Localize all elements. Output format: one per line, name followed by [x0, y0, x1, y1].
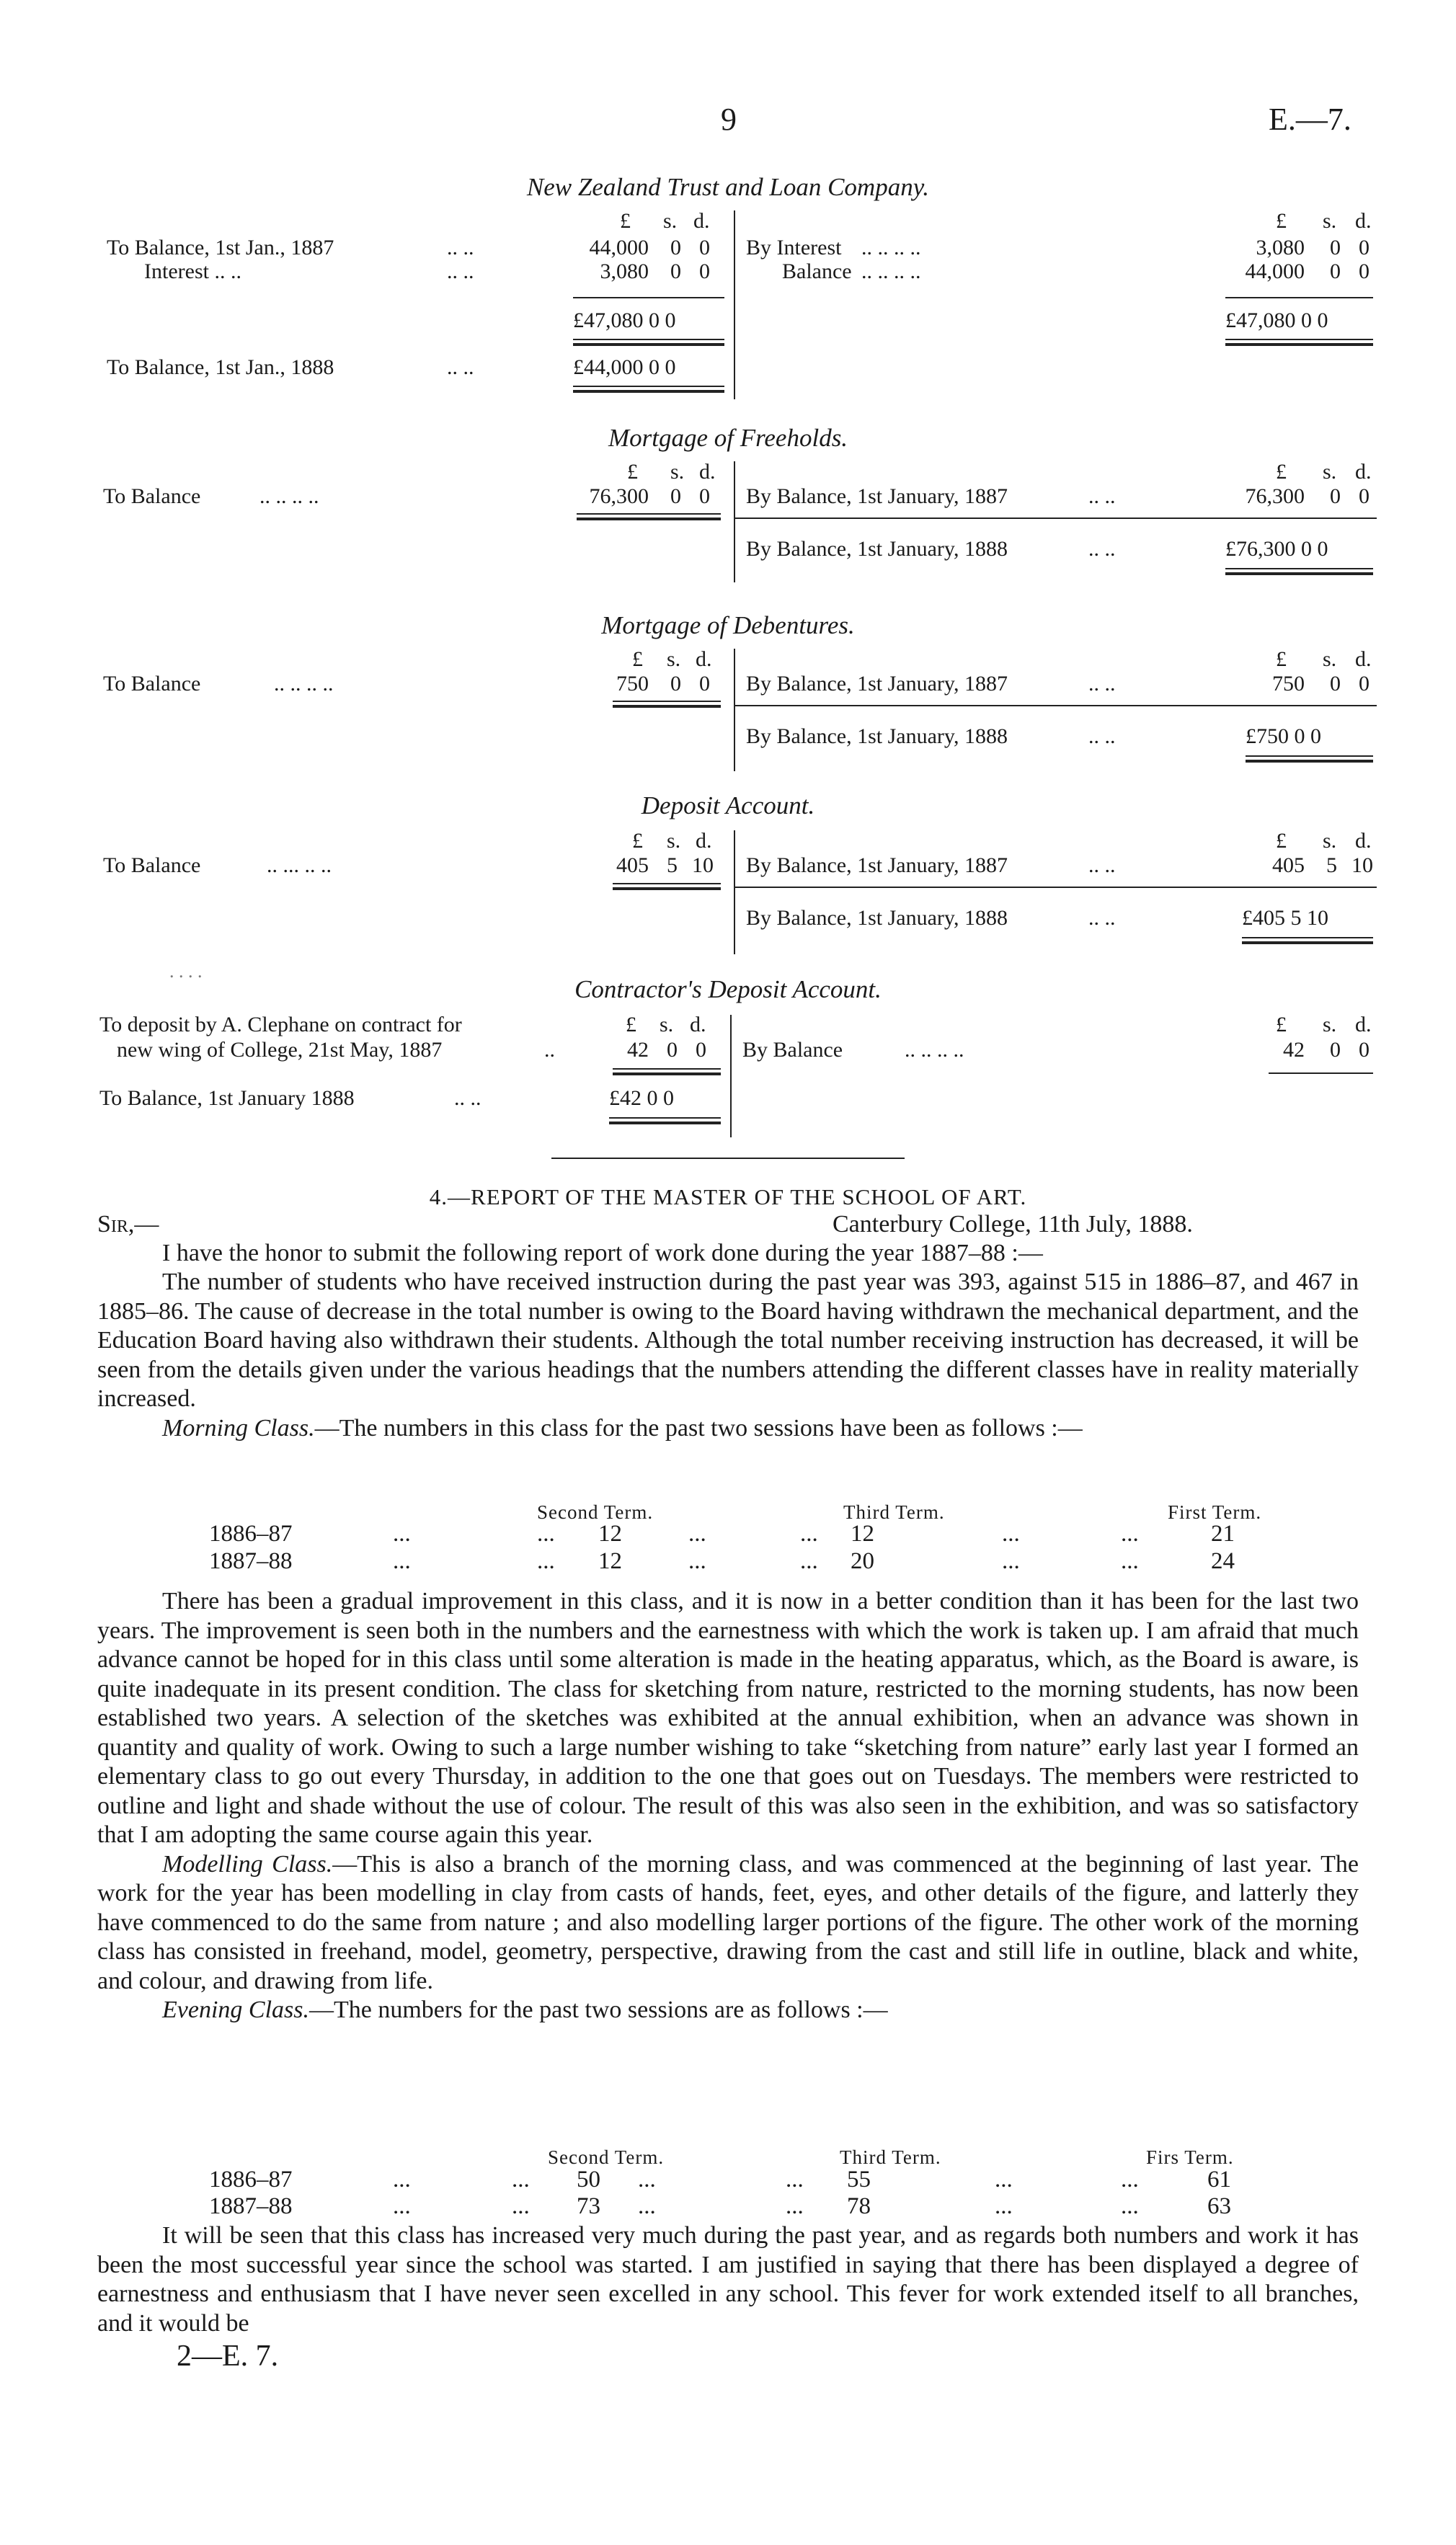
currency-pounds-header: £: [620, 209, 631, 233]
debit-label: To Balance: [103, 484, 201, 508]
credit-shillings: 0: [1330, 236, 1341, 259]
sum-rule: [573, 297, 724, 298]
currency-shillings-header: s.: [670, 460, 685, 484]
report-heading: 4.—REPORT OF THE MASTER OF THE SCHOOL OF ART.: [429, 1184, 1027, 1209]
debit-pence: 0: [699, 236, 710, 259]
debit-shillings: 5: [667, 853, 678, 877]
dot-leader: .. ..: [447, 355, 474, 379]
dot-leader: ...: [537, 1521, 555, 1547]
credit-shillings: 5: [1326, 853, 1337, 877]
dot-leader: .. .. .. ..: [861, 259, 921, 283]
double-rule: [1246, 755, 1373, 763]
modelling-class-text: —This is also a branch of the morning class, and was commenced at the beginning of last year. The work for the year has been modelling in clay from casts of hands, feet, eyes, and other details of the figure, and latterly they have commenced to do the same from nature ; and also modelling larger portions of the figure. The other work of the morning class has consisted in freehand, model, geometry, perspective, drawing from the cast and still life in outline, black and white, and colour, and drawing from life.: [97, 1850, 1359, 1994]
currency-pence-header: d.: [693, 209, 710, 233]
section-separator: [551, 1158, 905, 1159]
debit-pounds: 76,300: [589, 484, 649, 508]
currency-shillings-header: s.: [660, 1013, 674, 1036]
double-rule: [577, 513, 721, 520]
debit-pence: 0: [696, 1038, 706, 1062]
paragraph: [97, 1268, 1359, 1443]
dot-leader: ...: [1121, 2193, 1139, 2219]
paragraph-morning-improvement: There has been a gradual improvement in this class, and it is now in a better condition than it has been for the last two years. The improvement is seen both in the numbers and the earnestness with which the work is taken up. I am afraid that much advance cannot be hoped for in this class until some alteration is made in the heating apparatus, which, as the Board is aware, is quite inadequate in its present condition. The class for sketching from nature, restricted to the morning students, has now been established two years. A selection of the sketches was exhibited at the annual exhibition, when an advance was shown in quantity and quality of work. Owing to such a large number wishing to take “sketching from nature” early last year I formed an elementary class to go out every Thursday, in addition to the one that goes out on Tuesdays. The members were restricted to outline and light and shade without the use of colour. The result of this was also seen in the exhibition, and was so satisfactory that I am adopting the same course again this year.: [97, 1588, 1359, 1848]
table-header: Firs Term.: [1146, 2146, 1234, 2168]
debit-label: To Balance: [103, 853, 201, 877]
currency-pounds-header: £: [627, 460, 638, 484]
credit-shillings: 0: [1330, 672, 1341, 696]
sum-rule: [1225, 297, 1373, 298]
debit-pence: 0: [699, 259, 710, 283]
debit-pounds: 3,080: [600, 259, 649, 283]
currency-shillings-header: s.: [667, 829, 681, 853]
morning-class-text: —The numbers in this class for the past two sessions have been as follows :—: [314, 1414, 1083, 1442]
dot-leader: .. .. .. ..: [259, 484, 319, 508]
debit-total: £47,080 0 0: [573, 308, 676, 332]
double-rule: [573, 339, 724, 346]
table-year: 1887–88: [209, 1548, 293, 1574]
credit-pounds: 750: [1272, 672, 1305, 696]
table-header: First Term.: [1168, 1501, 1262, 1523]
debit-pence: 0: [699, 484, 710, 508]
sum-rule: [735, 887, 1377, 888]
paragraph: [97, 1587, 1359, 2025]
double-rule: [613, 883, 721, 890]
debit-pounds: 42: [627, 1038, 649, 1062]
credit-pounds: 405: [1272, 853, 1305, 877]
signature-mark: 2—E. 7.: [177, 2340, 279, 2373]
sum-rule: [735, 518, 1377, 519]
credit-carry-label: By Balance, 1st January, 1888: [746, 724, 1008, 748]
credit-carry-amount: £405 5 10: [1242, 906, 1328, 930]
currency-pence-header: d.: [1355, 209, 1372, 233]
sum-rule: [735, 705, 1377, 706]
currency-pounds-header: £: [1276, 1013, 1287, 1036]
credit-pence: 0: [1359, 236, 1370, 259]
table-header: Second Term.: [537, 1501, 654, 1523]
credit-label: By Balance, 1st January, 1887: [746, 853, 1008, 877]
debit-carry-label: To Balance, 1st January 1888: [99, 1086, 355, 1110]
debit-shillings: 0: [670, 236, 681, 259]
page-number: 9: [721, 102, 737, 137]
paragraph-evening-success: It will be seen that this class has increased very much during the past year, and as regards both numbers and work it has been the most successful year since the school was started. I am justified in saying that there has been displayed a degree of earnestness and enthusiasm that I have never seen excelled in any school. This fever for work extended itself to all branches, and it would be: [97, 2222, 1359, 2337]
debit-shillings: 0: [667, 1038, 678, 1062]
credit-pence: 0: [1359, 484, 1370, 508]
dot-leader: ...: [638, 2193, 656, 2219]
dot-leader: ...: [800, 1548, 818, 1574]
debit-label: new wing of College, 21st May, 1887: [117, 1038, 443, 1062]
credit-carry-label: By Balance, 1st January, 1888: [746, 537, 1008, 561]
dot-leader: .. ..: [454, 1086, 481, 1110]
salutation: Sir,—: [97, 1211, 159, 1238]
debit-pence: 10: [692, 853, 714, 877]
table-header: Third Term.: [840, 2146, 941, 2168]
dot-leader: ...: [512, 2167, 530, 2193]
dot-leader: ...: [1121, 1521, 1139, 1547]
currency-shillings-header: s.: [1323, 460, 1337, 484]
evening-class-text: —The numbers for the past two sessions are as follows :—: [308, 1997, 888, 2023]
currency-pence-header: d.: [690, 1013, 706, 1036]
table-cell: 63: [1207, 2193, 1231, 2219]
double-rule: [1225, 568, 1373, 575]
currency-pounds-header: £: [632, 829, 643, 853]
credit-pence: 10: [1351, 853, 1373, 877]
ledger-divider: [734, 461, 735, 582]
account-title: Mortgage of Debentures.: [601, 611, 855, 639]
currency-shillings-header: s.: [1323, 829, 1337, 853]
account-title: New Zealand Trust and Loan Company.: [526, 173, 930, 201]
credit-carry-amount: £750 0 0: [1246, 724, 1321, 748]
dot-leader: .. ..: [1088, 724, 1116, 748]
dot-leader: ...: [638, 2167, 656, 2193]
dot-leader: ...: [995, 2193, 1013, 2219]
morning-class-intro: [97, 1414, 1359, 1444]
dot-leader: ...: [393, 2193, 411, 2219]
account-title: Contractor's Deposit Account.: [574, 975, 882, 1003]
dot-leader: ...: [1002, 1521, 1020, 1547]
dot-leader: ...: [1121, 1548, 1139, 1574]
table-cell: 55: [847, 2167, 871, 2193]
double-rule: [609, 1117, 721, 1124]
page-reference: E.—7.: [1269, 102, 1351, 137]
double-rule: [573, 386, 724, 393]
sum-rule: [1269, 1072, 1373, 1074]
credit-shillings: 0: [1330, 1038, 1341, 1062]
dot-leader: ...: [800, 1521, 818, 1547]
modelling-class-lead: Modelling Class.: [162, 1850, 333, 1878]
credit-label: By Interest: [746, 236, 842, 259]
ledger-divider: [734, 830, 735, 954]
paragraph: [97, 2221, 1359, 2338]
dot-leader: ..: [544, 1038, 555, 1062]
currency-pounds-header: £: [632, 647, 643, 671]
debit-shillings: 0: [670, 484, 681, 508]
credit-pence: 0: [1359, 672, 1370, 696]
currency-pounds-header: £: [1276, 460, 1287, 484]
credit-total: £47,080 0 0: [1225, 308, 1328, 332]
debit-label: To Balance, 1st Jan., 1887: [107, 236, 334, 259]
debit-label: Interest .. ..: [144, 259, 241, 283]
credit-label: By Balance, 1st January, 1887: [746, 484, 1008, 508]
table-year: 1886–87: [209, 1521, 293, 1547]
debit-carry-amount: £42 0 0: [609, 1086, 674, 1110]
double-rule: [613, 701, 721, 708]
debit-carry-label: To Balance, 1st Jan., 1888: [107, 355, 334, 379]
dot-leader: .. .. .. ..: [905, 1038, 964, 1062]
currency-shillings-header: s.: [1323, 209, 1337, 233]
dot-leader: ...: [688, 1548, 706, 1574]
currency-shillings-header: s.: [1323, 647, 1337, 671]
table-year: 1886–87: [209, 2167, 293, 2193]
debit-pence: 0: [699, 672, 710, 696]
dot-leader: ...: [786, 2193, 804, 2219]
credit-shillings: 0: [1330, 259, 1341, 283]
dot-leader: .. ..: [1088, 484, 1116, 508]
dot-leader: ...: [393, 2167, 411, 2193]
intro-line: I have the honor to submit the following report of work done during the year 1887–88 :—: [162, 1240, 1043, 1266]
dot-leader: ...: [688, 1521, 706, 1547]
currency-pounds-header: £: [1276, 209, 1287, 233]
dot-leader: .. ..: [1088, 853, 1116, 877]
table-header: Third Term.: [843, 1501, 945, 1523]
credit-pounds: 42: [1283, 1038, 1305, 1062]
dot-leader: .. ... .. ..: [267, 853, 332, 877]
currency-pence-header: d.: [1355, 647, 1372, 671]
faint-marks: . . . .: [169, 961, 203, 982]
dot-leader: ...: [1002, 1548, 1020, 1574]
dot-leader: .. ..: [447, 259, 474, 283]
account-title: Mortgage of Freeholds.: [608, 424, 848, 452]
credit-label: By Balance: [742, 1038, 843, 1062]
paragraph-students: The number of students who have received instruction during the past year was 393, against 515 in 1886–87, and 467 in 1885–86. The cause of decrease in the total number is owing to the Board having withdrawn the mechanical department, and the Education Board having also withdrawn their students. Although the total number receiving instruction has decreased, it will be seen from the details given under the various headings that the numbers attending the different classes have in reality materially increased.: [97, 1269, 1359, 1412]
currency-pence-header: d.: [696, 829, 712, 853]
credit-carry-label: By Balance, 1st January, 1888: [746, 906, 1008, 930]
credit-pounds: 3,080: [1256, 236, 1305, 259]
account-title: Deposit Account.: [641, 791, 815, 820]
currency-pounds-header: £: [626, 1013, 636, 1036]
table-header: Second Term.: [548, 2146, 665, 2168]
dot-leader: ...: [512, 2193, 530, 2219]
dot-leader: .. ..: [447, 236, 474, 259]
credit-pounds: 44,000: [1245, 259, 1305, 283]
credit-pence: 0: [1359, 259, 1370, 283]
ledger-divider: [730, 1015, 732, 1137]
debit-shillings: 0: [670, 259, 681, 283]
debit-pounds: 750: [616, 672, 649, 696]
currency-pence-header: d.: [696, 647, 712, 671]
debit-shillings: 0: [670, 672, 681, 696]
double-rule: [1225, 339, 1373, 346]
debit-label: To deposit by A. Clephane on contract for: [99, 1013, 462, 1036]
credit-pence: 0: [1359, 1038, 1370, 1062]
debit-label: To Balance: [103, 672, 201, 696]
dot-leader: .. .. .. ..: [861, 236, 921, 259]
dot-leader: .. ..: [1088, 906, 1116, 930]
currency-shillings-header: s.: [663, 209, 678, 233]
table-cell: 12: [598, 1548, 622, 1574]
dot-leader: ...: [393, 1521, 411, 1547]
dot-leader: ...: [786, 2167, 804, 2193]
currency-pence-header: d.: [699, 460, 716, 484]
ledger-divider: [734, 210, 735, 399]
dot-leader: ...: [393, 1548, 411, 1574]
currency-pence-header: d.: [1355, 829, 1372, 853]
double-rule: [613, 1068, 721, 1075]
table-cell: 24: [1211, 1548, 1235, 1574]
credit-pounds: 76,300: [1245, 484, 1305, 508]
morning-class-lead: Morning Class.: [162, 1414, 315, 1442]
ledger-divider: [734, 649, 735, 771]
dot-leader: .. ..: [1088, 672, 1116, 696]
credit-carry-amount: £76,300 0 0: [1225, 537, 1328, 561]
currency-pounds-header: £: [1276, 647, 1287, 671]
table-cell: 21: [1211, 1521, 1235, 1547]
dot-leader: ...: [1121, 2167, 1139, 2193]
debit-carry-amount: £44,000 0 0: [573, 355, 676, 379]
table-cell: 20: [851, 1548, 874, 1574]
currency-pence-header: d.: [1355, 1013, 1372, 1036]
table-cell: 12: [851, 1521, 874, 1547]
currency-shillings-header: s.: [1323, 1013, 1337, 1036]
currency-shillings-header: s.: [667, 647, 681, 671]
dot-leader: ...: [995, 2167, 1013, 2193]
debit-pounds: 405: [616, 853, 649, 877]
table-cell: 12: [598, 1521, 622, 1547]
table-cell: 73: [577, 2193, 600, 2219]
table-cell: 78: [847, 2193, 871, 2219]
place-date: Canterbury College, 11th July, 1888.: [833, 1211, 1193, 1238]
table-year: 1887–88: [209, 2193, 293, 2219]
double-rule: [1242, 937, 1373, 944]
dot-leader: ...: [537, 1548, 555, 1574]
evening-class-intro: [97, 1996, 1359, 2025]
credit-shillings: 0: [1330, 484, 1341, 508]
currency-pounds-header: £: [1276, 829, 1287, 853]
modelling-class-paragraph: [97, 1850, 1359, 1997]
evening-class-lead: Evening Class.: [162, 1997, 309, 2023]
credit-label: Balance: [782, 259, 852, 283]
dot-leader: .. .. .. ..: [274, 672, 334, 696]
dot-leader: .. ..: [1088, 537, 1116, 561]
debit-pounds: 44,000: [589, 236, 649, 259]
credit-label: By Balance, 1st January, 1887: [746, 672, 1008, 696]
currency-pence-header: d.: [1355, 460, 1372, 484]
table-cell: 50: [577, 2167, 600, 2193]
table-cell: 61: [1207, 2167, 1231, 2193]
